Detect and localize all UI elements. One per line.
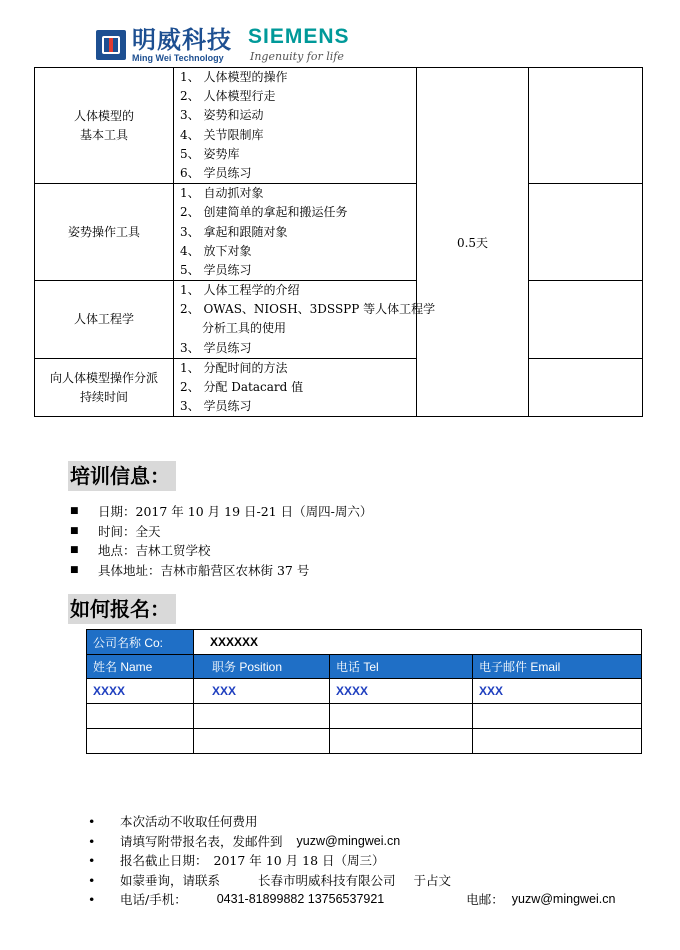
contact-company: 长春市明威科技有限公司 — [258, 872, 396, 888]
email-label: 电邮： — [466, 892, 504, 907]
training-time: 时间：全天 — [98, 523, 161, 539]
module-items — [174, 281, 436, 359]
note-deadline-date: 2017 年 10 月 18 日（周三） — [213, 853, 385, 868]
cell-position[interactable] — [194, 729, 330, 754]
cell-email[interactable] — [473, 704, 642, 729]
topic-line: 姿势操作工具 — [67, 224, 140, 239]
note-contact-label: 如蒙垂询，请联系 — [120, 872, 221, 888]
duration-cell — [417, 68, 529, 417]
module-item: 2、 分配 Datacard 值 — [180, 380, 304, 394]
cell-position[interactable] — [194, 704, 330, 729]
module-item: 2、 OWAS、NIOSH、3DSSPP 等人体工程学 — [180, 302, 436, 317]
square-bullet-icon: ■ — [70, 564, 79, 575]
cell-tel[interactable]: XXXX — [330, 679, 473, 704]
bullet-icon: • — [88, 853, 96, 868]
bullet-icon: • — [88, 872, 96, 888]
list-item — [70, 502, 372, 522]
registration-table — [86, 629, 642, 754]
cell-name[interactable] — [87, 729, 194, 754]
module-item: 1、 人体工程学的介绍 — [180, 283, 300, 298]
module-item: 3、 拿起和跟随对象 — [180, 224, 288, 239]
empty-cell — [529, 184, 643, 281]
empty-cell — [529, 281, 643, 359]
module-item: 1、 分配时间的方法 — [180, 360, 288, 375]
mingwei-logo — [96, 25, 232, 63]
list-item — [70, 522, 372, 542]
phone-value[interactable]: 0431-81899882 13756537921 — [216, 892, 385, 906]
mingwei-logo-mark — [96, 30, 126, 60]
company-row — [87, 630, 642, 655]
contact-person: 于占文 — [413, 872, 452, 888]
topic-line: 人体工程学 — [73, 311, 134, 326]
list-item — [70, 541, 372, 561]
siemens-tagline: Ingenuity for life — [250, 50, 344, 63]
topic-line: 人体模型的 — [73, 108, 134, 123]
module-item: 5、 学员练习 — [180, 262, 252, 277]
duration-value: 0.5天 — [456, 235, 489, 250]
contact-email-link[interactable]: yuzw@mingwei.cn — [511, 892, 616, 906]
siemens-logo — [248, 26, 350, 63]
square-bullet-icon: ■ — [70, 545, 79, 555]
module-items — [174, 358, 417, 417]
cell-email[interactable]: XXX — [473, 679, 642, 704]
training-info-title: 培训信息： — [68, 461, 176, 491]
empty-cell — [529, 358, 643, 417]
email-link[interactable]: yuzw@mingwei.cn — [296, 833, 401, 848]
training-info-list — [70, 502, 372, 580]
course-row — [35, 68, 643, 184]
module-item: 3、 学员练习 — [180, 399, 252, 414]
note-free: 本次活动不收取任何费用 — [120, 814, 258, 829]
phone-label: 电话/手机： — [120, 892, 187, 907]
module-topic — [35, 358, 174, 417]
header-row — [87, 655, 642, 679]
cell-tel[interactable] — [330, 729, 473, 754]
module-item: 4、 关节限制库 — [180, 127, 264, 142]
topic-line: 向人体模型操作分派 — [49, 370, 158, 385]
module-topic — [35, 68, 174, 184]
bullet-icon: • — [88, 814, 96, 829]
module-topic — [35, 184, 174, 281]
note-deadline-label: 报名截止日期： — [120, 853, 208, 868]
note-send-email: 请填写附带报名表，发邮件到 — [120, 833, 283, 849]
module-items — [174, 68, 417, 184]
module-item: 1、 自动抓对象 — [180, 186, 264, 201]
notes-list — [88, 812, 648, 910]
topic-line: 基本工具 — [79, 127, 128, 142]
company-label: 公司名称 Co: — [87, 630, 194, 655]
module-item: 3、 姿势和运动 — [180, 108, 264, 123]
siemens-wordmark: SIEMENS — [248, 25, 350, 48]
company-value[interactable]: XXXXXX — [194, 630, 642, 655]
course-row — [35, 281, 643, 359]
column-header-email: 电子邮件 Email — [473, 655, 642, 679]
list-item — [70, 561, 372, 581]
training-address: 具体地址：吉林市船营区农林街 37 号 — [98, 562, 310, 578]
training-date: 日期：2017 年 10 月 19 日-21 日（周四-周六） — [98, 504, 373, 519]
module-item: 分析工具的使用 — [202, 321, 287, 336]
table-row — [87, 679, 642, 704]
module-item: 1、 人体模型的操作 — [180, 70, 288, 84]
empty-cell — [529, 68, 643, 184]
cell-position[interactable]: XXX — [194, 679, 330, 704]
module-item: 2、 人体模型行走 — [180, 89, 276, 104]
cell-email[interactable] — [473, 729, 642, 754]
course-row — [35, 184, 643, 281]
module-item: 6、 学员练习 — [180, 165, 252, 180]
module-item: 4、 放下对象 — [180, 243, 252, 258]
module-item: 3、 学员练习 — [180, 340, 252, 355]
list-item — [88, 871, 648, 891]
column-header-tel: 电话 Tel — [330, 655, 473, 679]
cell-name[interactable] — [87, 704, 194, 729]
topic-line: 持续时间 — [79, 389, 128, 404]
module-items — [174, 184, 417, 281]
square-bullet-icon: ■ — [70, 525, 79, 536]
training-location: 地点：吉林工贸学校 — [98, 543, 211, 558]
table-row — [87, 729, 642, 754]
module-item: 5、 姿势库 — [180, 146, 240, 161]
list-item — [88, 890, 648, 910]
list-item — [88, 832, 648, 852]
module-item: 2、 创建简单的拿起和搬运任务 — [180, 205, 348, 220]
cell-tel[interactable] — [330, 704, 473, 729]
square-bullet-icon: ■ — [70, 506, 79, 516]
bullet-icon: • — [88, 833, 96, 849]
module-topic — [35, 281, 174, 359]
mingwei-name-cn: 明威科技 — [132, 25, 232, 54]
column-header-position: 职务 Position — [194, 655, 330, 679]
column-header-name: 姓名 Name — [87, 655, 194, 679]
mingwei-name-en: Ming Wei Technology — [132, 52, 224, 63]
cell-name[interactable]: XXXX — [87, 679, 194, 704]
table-row — [87, 704, 642, 729]
course-table — [34, 67, 643, 417]
registration-title: 如何报名： — [68, 594, 176, 624]
list-item — [88, 851, 648, 871]
list-item — [88, 812, 648, 832]
bullet-icon: • — [88, 892, 96, 907]
course-row — [35, 358, 643, 417]
